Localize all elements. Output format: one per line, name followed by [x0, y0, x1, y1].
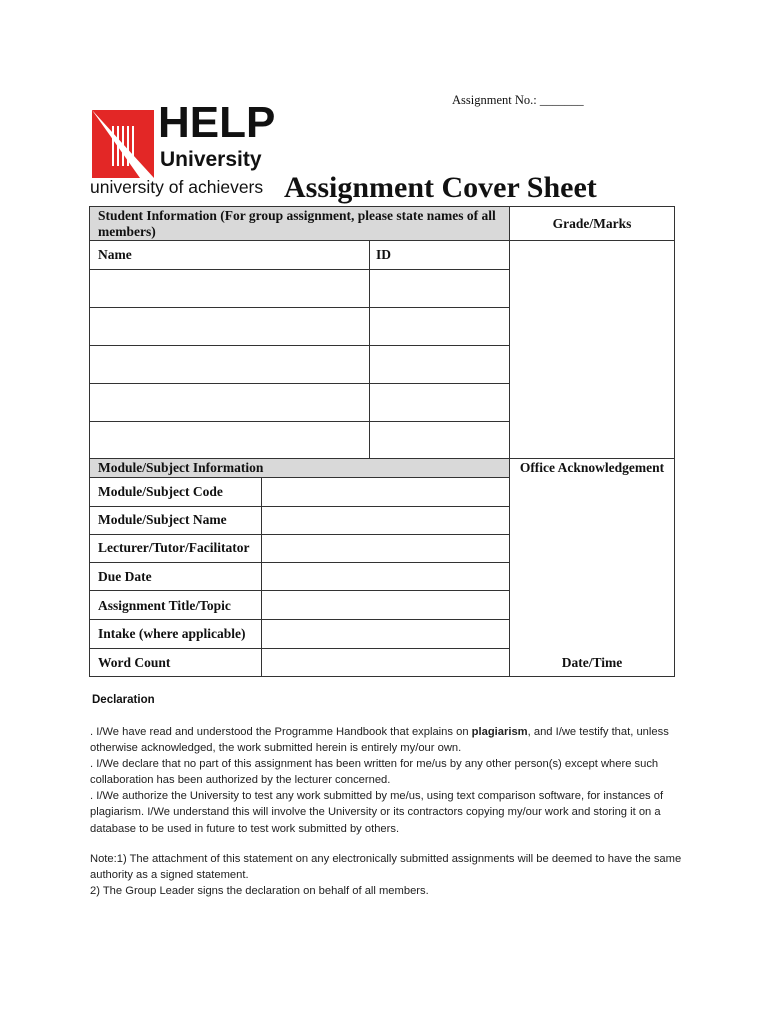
- student-id-field-2[interactable]: [369, 307, 510, 346]
- module-field-label-cell: [89, 590, 262, 620]
- logo-wordmark-university: University: [160, 148, 262, 171]
- declaration-text: [90, 724, 690, 899]
- declaration-heading: Declaration: [92, 694, 155, 706]
- logo-wordmark-help: HELP: [158, 98, 276, 147]
- student-name-field-1[interactable]: [89, 269, 370, 308]
- name-column-label: Name: [98, 247, 132, 262]
- student-name-field-4[interactable]: [89, 383, 370, 422]
- declaration-statement-2: . I/We declare that no part of this assignment has been written for me/us by any other person(s) except where such collaboration has been authorized by the lecturer concerned.: [90, 758, 659, 787]
- grade-header-cell: [509, 206, 675, 241]
- student-id-field-3[interactable]: [369, 345, 510, 384]
- module-field-label-cell: [89, 506, 262, 535]
- plagiarism-term: plagiarism: [471, 726, 528, 738]
- module-name-label: Module/Subject Name: [98, 512, 227, 527]
- declaration-note-1: Note:1) The attachment of this statement on any electronically submitted assignments will be deemed to have the same authority as a signed statement.: [90, 852, 682, 881]
- grade-marks-label: Grade/Marks: [552, 216, 632, 231]
- student-name-field-3[interactable]: [89, 345, 370, 384]
- module-info-heading: Module/Subject Information: [98, 460, 264, 475]
- grade-marks-box[interactable]: [509, 240, 675, 459]
- assignment-title-field[interactable]: [261, 590, 510, 620]
- module-code-label: Module/Subject Code: [98, 484, 223, 499]
- student-id-field-1[interactable]: [369, 269, 510, 308]
- student-name-field-5[interactable]: [89, 421, 370, 459]
- word-count-label: Word Count: [98, 655, 171, 670]
- module-code-field[interactable]: [261, 477, 510, 507]
- due-date-field[interactable]: [261, 562, 510, 591]
- declaration-statement-3: . I/We authorize the University to test any work submitted by me/us, using text comparison software, for instances of plagiarism. I/We understand this will involve the University or its contractors copying my/our work and storing it on a database to be used in future to test work submitted by others.: [90, 790, 664, 835]
- student-id-field-5[interactable]: [369, 421, 510, 459]
- module-field-label-cell: [89, 619, 262, 649]
- id-header-cell: [369, 240, 510, 270]
- module-field-label-cell: [89, 562, 262, 591]
- intake-field[interactable]: [261, 619, 510, 649]
- logo-tagline: university of achievers: [90, 177, 264, 197]
- module-name-field[interactable]: [261, 506, 510, 535]
- page-title: Assignment Cover Sheet: [284, 171, 597, 204]
- word-count-field[interactable]: [261, 648, 510, 677]
- student-info-header-cell: [89, 206, 510, 241]
- office-acknowledgement-label: Office Acknowledgement: [519, 460, 665, 475]
- module-field-label-cell: [89, 648, 262, 677]
- intake-label: Intake (where applicable): [98, 626, 246, 641]
- lecturer-field[interactable]: [261, 534, 510, 563]
- student-name-field-2[interactable]: [89, 307, 370, 346]
- lecturer-label: Lecturer/Tutor/Facilitator: [98, 540, 250, 555]
- logo-mark-icon: [90, 108, 156, 180]
- due-date-label: Due Date: [98, 569, 152, 584]
- date-time-label: Date/Time: [561, 655, 623, 670]
- student-info-heading: Student Information (For group assignment, please state names of all members): [98, 208, 496, 239]
- declaration-statement-1: . I/We have read and understood the Programme Handbook that explains on plagiarism, and I/we testify that, unless otherwise acknowledged, the work submitted herein is entirely my/our own.: [90, 726, 669, 755]
- declaration-note-2: 2) The Group Leader signs the declaration on behalf of all members.: [90, 884, 429, 897]
- assignment-title-label: Assignment Title/Topic: [98, 598, 231, 613]
- id-column-label: ID: [376, 247, 392, 262]
- name-header-cell: [89, 240, 370, 270]
- assignment-number-label: Assignment No.: _______: [452, 93, 584, 107]
- office-acknowledgement-box[interactable]: [509, 458, 675, 677]
- module-field-label-cell: [89, 534, 262, 563]
- module-info-header-cell: [89, 458, 510, 478]
- student-id-field-4[interactable]: [369, 383, 510, 422]
- module-field-label-cell: [89, 477, 262, 507]
